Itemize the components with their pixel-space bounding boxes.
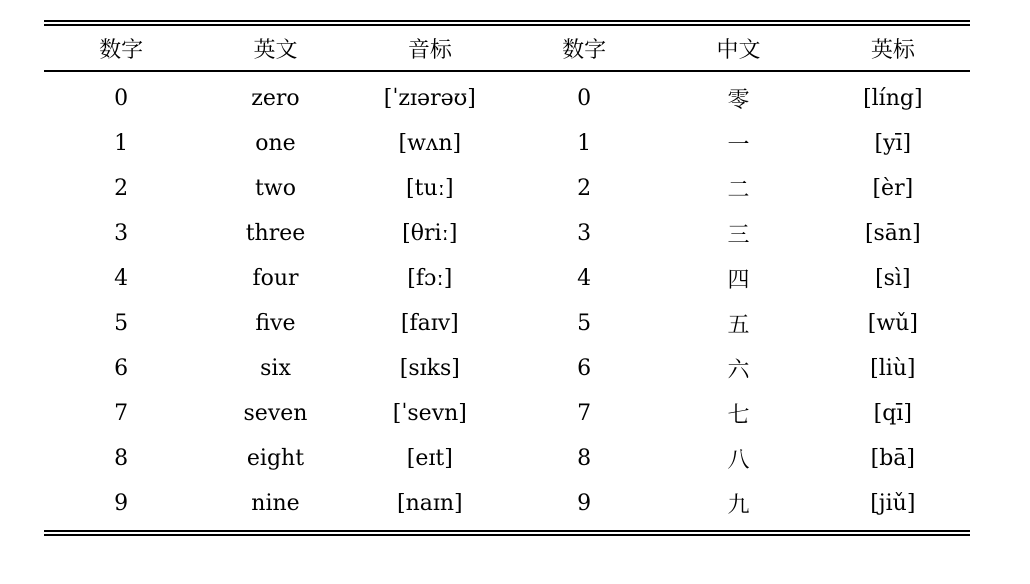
cell-number: 2 [577,176,592,201]
cell-number: 5 [114,311,129,336]
cell-chinese: 四 [727,268,750,293]
cell-number: 4 [114,266,129,291]
table-row [44,436,970,481]
cell-english: zero [251,86,300,111]
cell-number: 0 [114,86,129,111]
cell-phonetic: [ˈzɪərəʊ] [383,86,476,111]
cell-phonetic: [fɔː] [407,266,453,291]
cell-chinese: 三 [727,223,750,248]
table-row [44,211,970,256]
cell-pinyin: [qī] [873,401,912,426]
cell-phonetic: [wʌn] [398,131,462,156]
cell-phonetic: [faɪv] [400,311,459,336]
cell-chinese: 九 [727,493,750,518]
cell-phonetic: [ˈsevn] [392,401,467,426]
cell-number: 6 [114,356,129,381]
table-row [44,346,970,391]
cell-english: three [245,221,306,246]
cell-chinese: 七 [727,403,750,428]
cell-number: 7 [114,401,129,426]
table-row [44,301,970,346]
table-row [44,481,970,526]
cell-number: 3 [114,221,129,246]
cell-chinese: 八 [727,448,750,473]
cell-chinese: 二 [727,178,750,203]
cell-number: 8 [114,446,129,471]
cell-chinese: 五 [727,313,750,338]
cell-pinyin: [sān] [864,221,921,246]
cell-number: 6 [577,356,592,381]
cell-pinyin: [bā] [870,446,915,471]
cell-english: four [252,266,299,291]
cell-number: 3 [577,221,592,246]
cell-number: 1 [577,131,592,156]
table-header-row [44,26,970,70]
cell-pinyin: [jiǔ] [870,491,916,516]
cell-number: 5 [577,311,592,336]
table-row [44,391,970,436]
header-number-2: 数字 [562,37,607,63]
number-table-grid [44,26,970,70]
cell-phonetic: [naɪn] [396,491,463,516]
cell-chinese: 六 [727,358,750,383]
number-table [44,20,970,536]
cell-english: one [255,131,296,156]
table-row [44,166,970,211]
table-bottom-rule [44,530,970,536]
cell-number: 2 [114,176,129,201]
number-table-body [44,72,970,526]
cell-chinese: 一 [727,133,750,158]
cell-phonetic: [θriː] [402,221,458,246]
cell-phonetic: [sɪks] [399,356,460,381]
cell-number: 0 [577,86,592,111]
table-row [44,72,970,121]
cell-english: seven [243,401,308,426]
cell-phonetic: [tuː] [406,176,454,201]
cell-chinese: 零 [727,88,750,113]
cell-pinyin: [èr] [872,176,914,201]
header-pinyin: 英标 [870,37,915,63]
cell-english: six [260,356,291,381]
cell-number: 1 [114,131,129,156]
cell-english: five [255,311,296,336]
cell-english: two [255,176,296,201]
header-chinese: 中文 [716,37,761,63]
header-number-1: 数字 [99,37,144,63]
cell-pinyin: [wǔ] [867,311,918,336]
cell-number: 7 [577,401,592,426]
cell-pinyin: [liù] [870,356,916,381]
table-row [44,256,970,301]
cell-english: nine [251,491,300,516]
cell-phonetic: [eɪt] [406,446,453,471]
cell-number: 9 [577,491,592,516]
header-english: 英文 [253,37,298,63]
cell-number: 4 [577,266,592,291]
cell-pinyin: [yī] [874,131,912,156]
cell-number: 9 [114,491,129,516]
cell-pinyin: [sì] [875,266,911,291]
cell-number: 8 [577,446,592,471]
header-phonetic: 音标 [407,37,452,63]
cell-english: eight [246,446,305,471]
cell-pinyin: [líng] [863,86,923,111]
table-row [44,121,970,166]
